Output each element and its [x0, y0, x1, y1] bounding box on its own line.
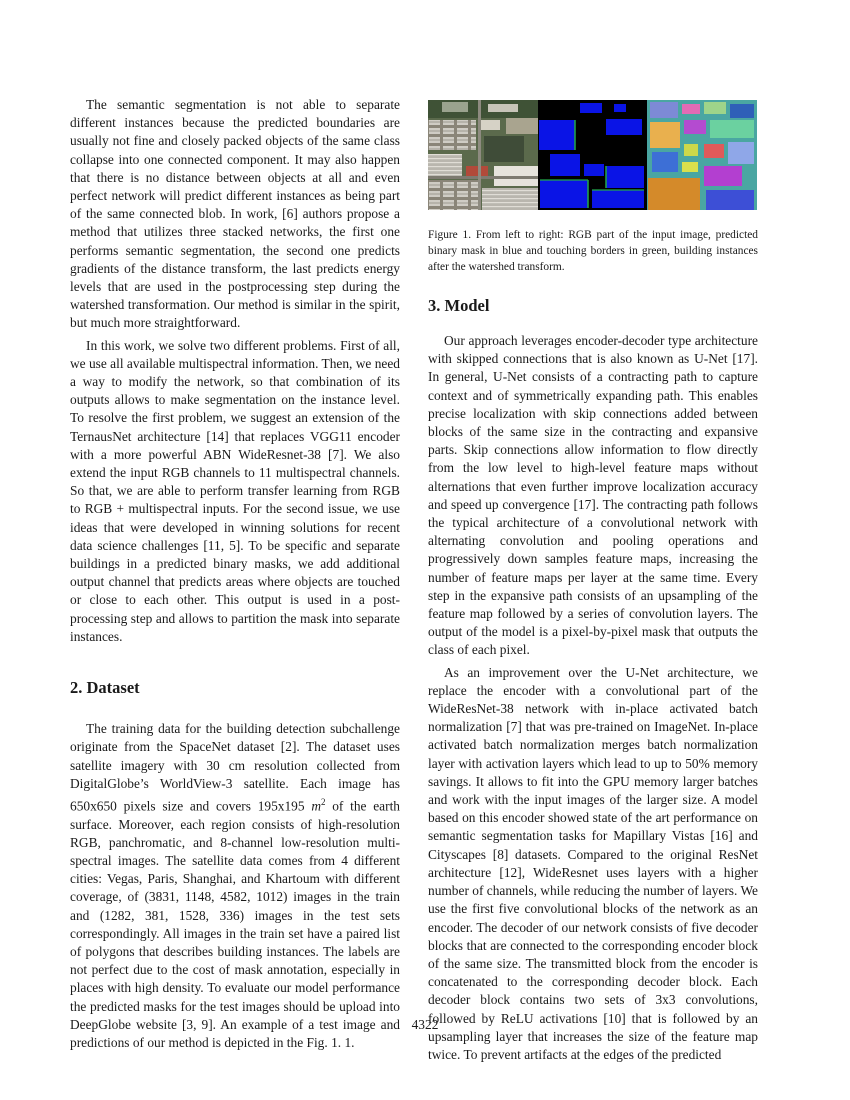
dataset-heading: 2. Dataset	[70, 678, 140, 698]
dataset-text-after: of the earth surface. Moreover, each region consists of high-resolution RGB, panchromatic, and 8-channel low-resolution multi-spectral images. The satellite data comes from 4 different cities: Vegas, Paris, Shanghai, and Khartoum with different coverage, of (3831, 1148, 4582, 1012) images in the train and (1282, 381, 1528, 336) images in the test sets correspondingly. All images in the train set have a paired list of polygons that describes building instances. The labels are not perfect due to the cost of mask annotation, especially in places with high density. To evaluate our model performance the predicted masks for the test images should be upload into DeepGlobe website [3, 9]. An example of a test image and predictions of our method is depicted in the Fig. 1. 1.	[70, 798, 401, 1051]
area-unit: m	[311, 798, 321, 814]
predicted-mask-panel	[538, 100, 647, 210]
figure-caption: Figure 1. From left to right: RGB part of the input image, predicted binary mask in blue and touching borders in green, building instances after the watershed transform.	[428, 229, 758, 273]
dataset-text-before: The training data for the building detection subchallenge originate from the SpaceNet dataset [2]. The dataset uses satellite imagery with 30 cm resolution collected from DigitalGlobe’s WorldView-3 satellite. Each image has 650x650 pixels size and covers 195x195	[70, 721, 400, 814]
model-paragraph-2: As an improvement over the U-Net architecture, we replace the encoder with a convolutional part of the WideResNet-38 network with in-place activated batch normalization [7] that was pre-trained on ImageNet. In-place activated batch normalization merges batch normalization layer with activation layers which lead to up to 50% memory savings. It allows to fit into the GPU memory larger batches and work with the input images of the larger size. A model based on this encoder showed state of the art performance on semantic segmentation tasks for Mapillary Vistas [16] and Cityscapes [8] datasets. Compared to the original ResNet architecture [12], WideResnet uses layers with a higher number of channels, while reducing the number of layers. We use the first five convolutional blocks of the network as an encoder. The decoder of our network consists of five decoder blocks that are connected to the corresponding encoder block of the same size. The transmitted block from the encoder is concatenated to the corresponding decoder block. Each decoder block contains two sets of 3x3 convolutions, followed by ReLU activations [10] that is followed by an upsampling layer that increases the size of the feature map twice. To prevent artifacts at the edges of the predicted	[428, 664, 758, 1062]
intro-paragraph-1: The semantic segmentation is not able to separate different instances because the predicted boundaries are usually not fine and closely packed objects of the same class collapse into one connected component. It may also happen that there is no distance between objects at all and even perfect network will predict different instances as being part of the same connected blob. In work, [6] authors propose a method that utilizes three stacked networks, the first one performs semantic segmentation, the second one predicts gradients of the distance transform, the last predicts energy levels that are used in the postprocessing step during the watershed transformation. Our method is similar in the spirit, but much more straightforward.	[70, 97, 400, 331]
page-number: 4322	[411, 1017, 439, 1032]
left-column	[70, 96, 400, 1052]
rgb-input-panel	[428, 100, 538, 210]
watershed-instances-panel	[647, 100, 757, 210]
area-unit-exponent: 2	[320, 796, 326, 807]
figure-1-panels	[428, 100, 757, 210]
right-column	[428, 296, 758, 1064]
figure-1	[428, 100, 757, 210]
model-paragraph-1: Our approach leverages encoder-decoder type architecture with skipped connections that is also known as U-Net [17]. In general, U-Net consists of a contracting path to capture context and of symmetrically expanding path. This enables precise localization with skip connections added between blocks of the same size in the contracting and expansive parts. Skip connections allow information to flow directly from the low level to high-level feature maps without alternations that even further improve localization accuracy and speed up convergence [17]. The contracting path follows the typical architecture of a convolutional network with alternating convolution and pooling operations and progressively down samples feature maps, increasing the number of feature maps per layer at the same time. Every step in the expansive path consists of an upsampling of the feature map followed by a series of convolution layers. The output of the model is a pixel-by-pixel mask that outputs the class of each pixel.	[428, 333, 758, 658]
model-heading: 3. Model	[428, 296, 490, 315]
intro-paragraph-2: In this work, we solve two different problems. First of all, we use all available multispectral information. Then, we need a way to modify the network, so that combination of its outputs allows to make segmentation on the instance level. To resolve the first problem, we suggest an extension of the TernausNet architecture [14] that replaces VGG11 encoder with a more powerful ABN WideResnet-38 [7]. We also extend the input RGB channels to 11 multispectral channels. So that, we are able to perform transfer learning from RGB to RGB + multispectral inputs. For the second issue, we use ideas that were developed in winning solutions for recent data science challenges [11, 5]. To be specific and separate buildings in a predicted binary masks, we add additional output channel that predicts areas where objects are touched or close to each other. This output is used in a post-processing step and allows to partition the mask into separate instances.	[70, 337, 400, 644]
dataset-paragraph	[70, 720, 400, 1052]
